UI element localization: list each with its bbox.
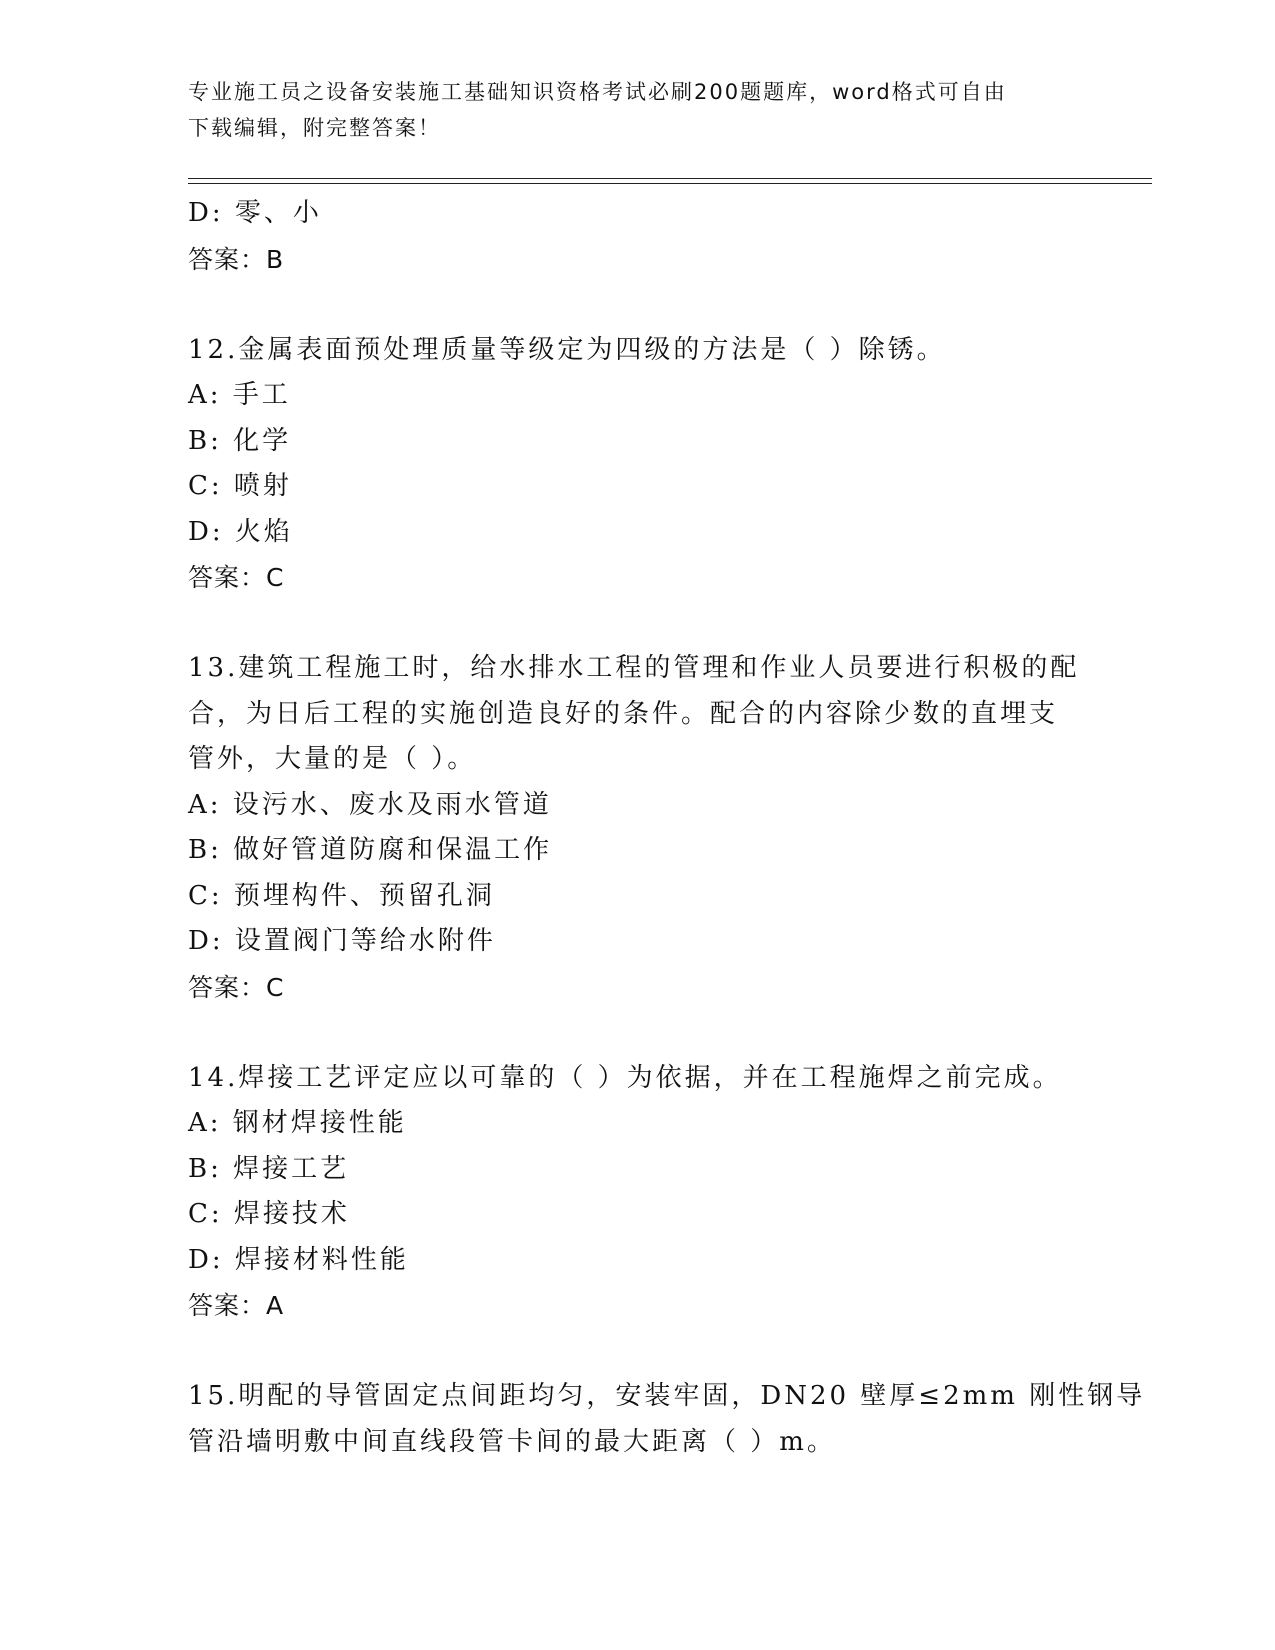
question-stem-line-2: 合，为日后工程的实施创造良好的条件。配合的内容除少数的直埋支 bbox=[188, 698, 1059, 729]
option-d: D: 焊接材料性能 bbox=[188, 1244, 409, 1275]
option-c: C: 预埋构件、预留孔洞 bbox=[188, 880, 495, 911]
question-stem: 14.焊接工艺评定应以可靠的（ ）为依据，并在工程施焊之前完成。 bbox=[188, 1062, 1062, 1093]
answer: 答案：C bbox=[188, 563, 285, 592]
question-stem: 12.金属表面预处理质量等级定为四级的方法是（ ）除锈。 bbox=[188, 334, 946, 365]
option-b: B: 焊接工艺 bbox=[188, 1153, 350, 1184]
document-header bbox=[188, 74, 1068, 146]
question-11-tail bbox=[188, 191, 1088, 282]
option-c: C: 焊接技术 bbox=[188, 1199, 350, 1229]
option-d: D: 火焰 bbox=[188, 516, 293, 547]
question-stem-line-1: 15.明配的导管固定点间距均匀，安装牢固，DN20 壁厚≤2mm 刚性钢导 bbox=[188, 1381, 1146, 1411]
question-stem-line-2: 管沿墙明敷中间直线段管卡间的最大距离（ ）m。 bbox=[188, 1426, 836, 1457]
question-stem-line-3: 管外，大量的是（ ）。 bbox=[188, 744, 477, 774]
answer: 答案：C bbox=[188, 972, 285, 1002]
option-b: B: 做好管道防腐和保温工作 bbox=[188, 835, 553, 865]
option-a: A: 手工 bbox=[188, 380, 291, 410]
header-divider-top bbox=[188, 178, 1152, 179]
question-stem-line-1: 13.建筑工程施工时，给水排水工程的管理和作业人员要进行积极的配 bbox=[188, 653, 1080, 683]
question-14 bbox=[188, 1056, 1088, 1329]
answer: 答案：A bbox=[188, 1291, 285, 1320]
question-13 bbox=[188, 646, 1088, 1010]
option-a: A: 钢材焊接性能 bbox=[188, 1108, 407, 1138]
option-d: D: 零、小 bbox=[188, 198, 322, 228]
option-b: B: 化学 bbox=[188, 425, 292, 456]
option-d: D: 设置阀门等给水附件 bbox=[188, 926, 496, 956]
header-divider-bottom bbox=[188, 183, 1152, 184]
question-15 bbox=[188, 1374, 1146, 1465]
option-c: C: 喷射 bbox=[188, 471, 292, 501]
question-list bbox=[188, 191, 1146, 1465]
question-12 bbox=[188, 328, 1088, 601]
answer: 答案：B bbox=[188, 244, 285, 274]
header-line-2: 下载编辑，附完整答案！ bbox=[188, 116, 441, 140]
option-a: A: 设污水、废水及雨水管道 bbox=[188, 789, 552, 820]
header-line-1: 专业施工员之设备安装施工基础知识资格考试必刷200题题库，word格式可自由 bbox=[188, 80, 1007, 104]
